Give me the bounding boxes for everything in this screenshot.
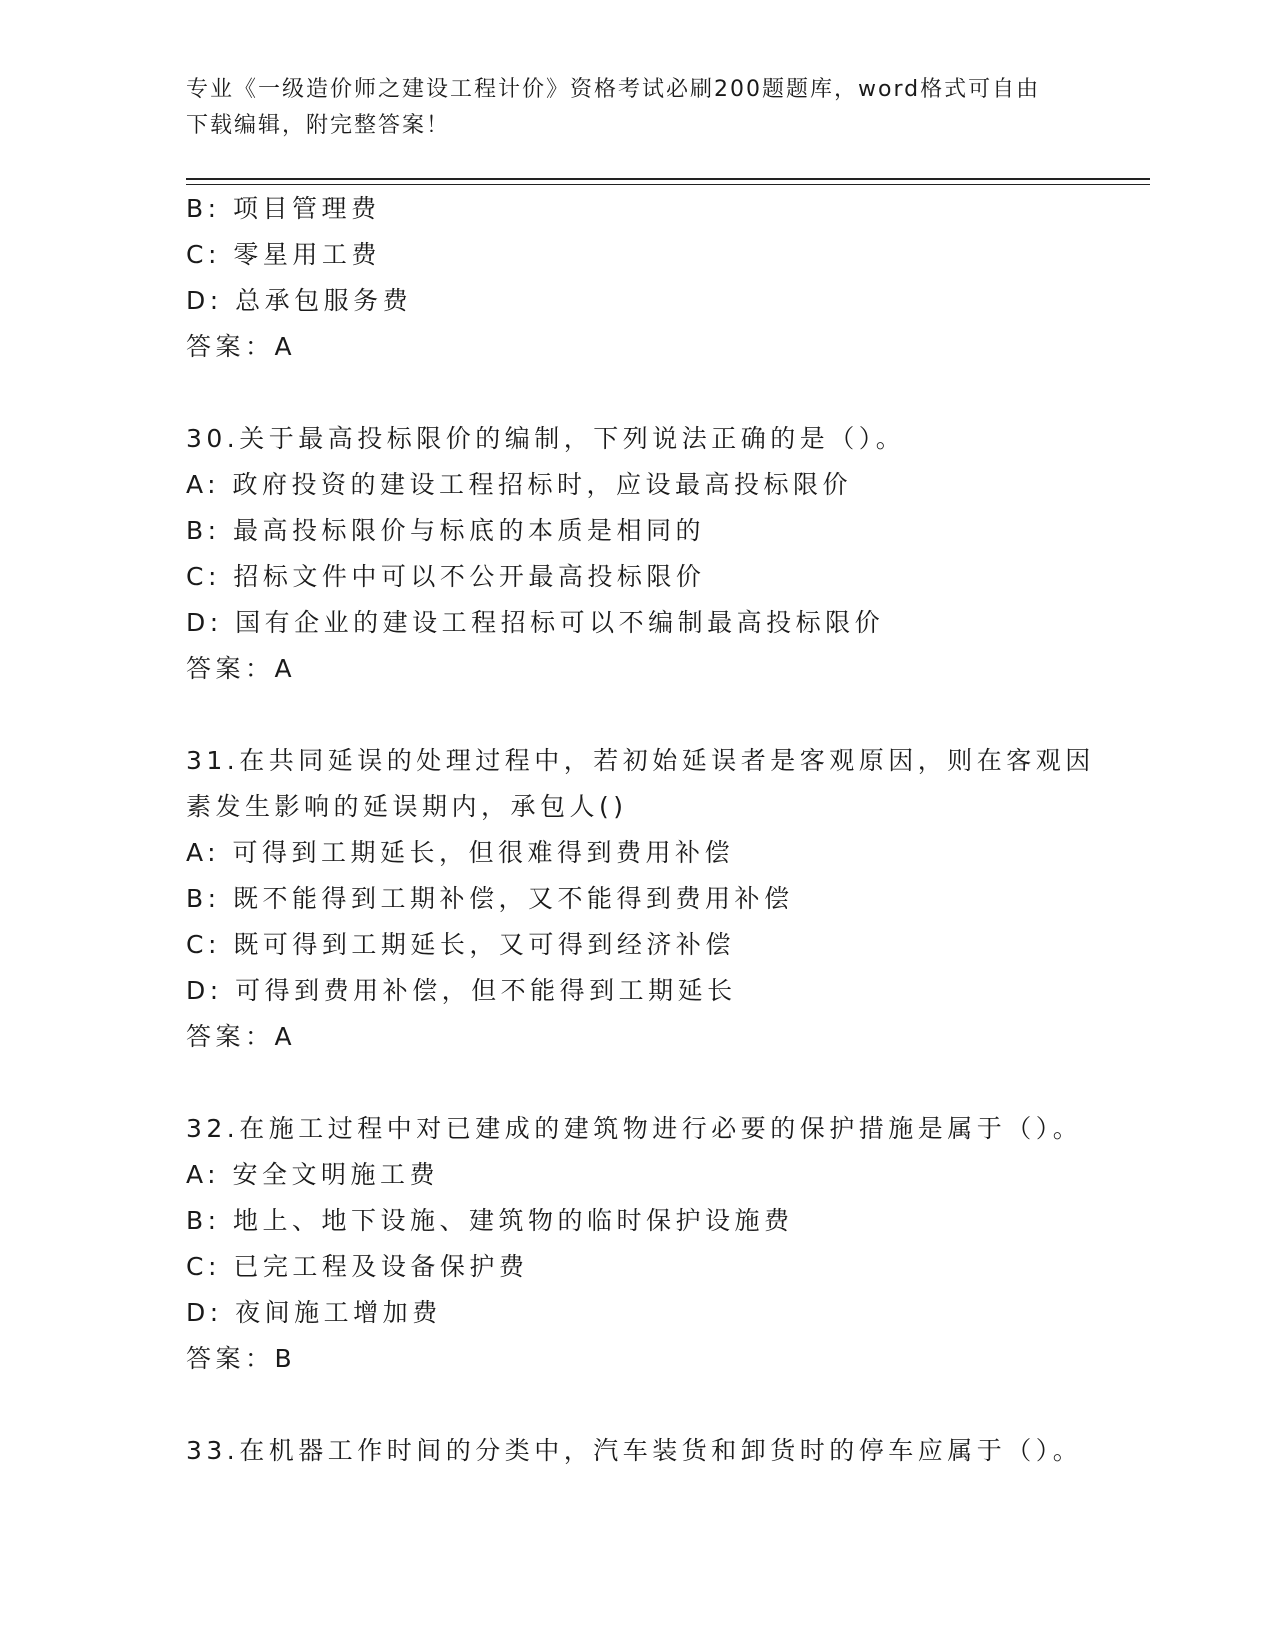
answer-line: 答案：A [186,1022,297,1051]
question-stem: 32.在施工过程中对已建成的建筑物进行必要的保护措施是属于（）。 [186,1114,1083,1143]
question-stem-continued: 素发生影响的延误期内，承包人() [186,792,628,821]
option-d: D: 国有企业的建设工程招标可以不编制最高投标限价 [186,608,885,637]
option-d: D: 夜间施工增加费 [186,1298,442,1327]
option-b: B: 项目管理费 [186,194,381,223]
option-a: A: 可得到工期延长，但很难得到费用补偿 [186,838,735,867]
answer-line: 答案：A [186,654,297,683]
page-header [186,72,1066,144]
option-c: C: 招标文件中可以不公开最高投标限价 [186,562,706,591]
option-a: A: 政府投资的建设工程招标时，应设最高投标限价 [186,470,853,499]
question-stem: 33.在机器工作时间的分类中，汽车装货和卸货时的停车应属于（）。 [186,1436,1083,1465]
question-list [186,186,1095,1474]
header-line-1: 专业《一级造价师之建设工程计价》资格考试必刷200题题库，word格式可自由 [186,77,1041,102]
question-32 [186,1106,1086,1382]
answer-line: 答案：A [186,332,297,361]
question-30 [186,416,1086,692]
option-a: A: 安全文明施工费 [186,1160,440,1189]
question-stem: 31.在共同延误的处理过程中，若初始延误者是客观原因，则在客观因 [186,746,1095,775]
answer-line: 答案：B [186,1344,297,1373]
option-c: C: 已完工程及设备保护费 [186,1252,529,1281]
header-line-2: 下载编辑，附完整答案！ [186,113,451,138]
option-c: C: 既可得到工期延长，又可得到经济补偿 [186,930,735,959]
header-rule-thick [186,178,1150,180]
question-29-continued [186,186,1086,370]
question-31 [186,738,1095,1060]
header-rule-thin [186,184,1150,185]
option-b: B: 地上、地下设施、建筑物的临时保护设施费 [186,1206,794,1235]
option-b: B: 最高投标限价与标底的本质是相同的 [186,516,706,545]
question-33 [186,1428,1086,1474]
option-d: D: 可得到费用补偿，但不能得到工期延长 [186,976,737,1005]
option-c: C: 零星用工费 [186,240,381,269]
question-stem: 30.关于最高投标限价的编制，下列说法正确的是（）。 [186,424,906,453]
option-d: D: 总承包服务费 [186,286,413,315]
option-b: B: 既不能得到工期补偿，又不能得到费用补偿 [186,884,794,913]
